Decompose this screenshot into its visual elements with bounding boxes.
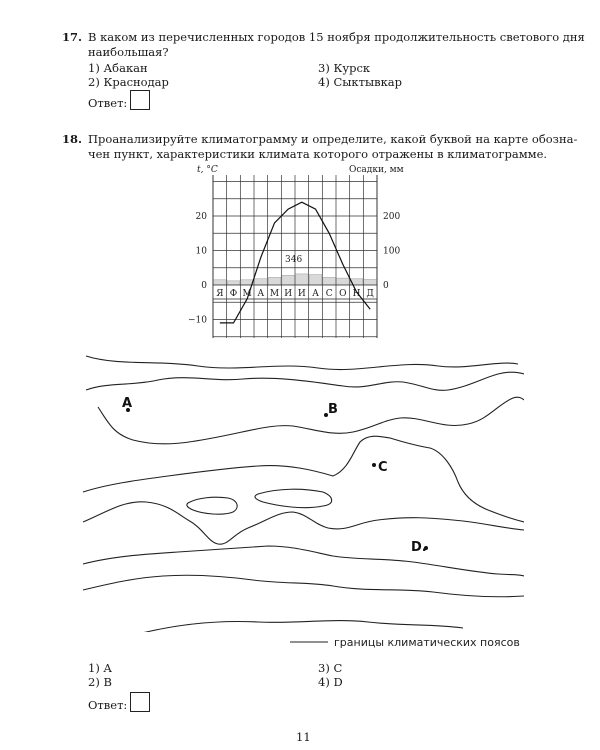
precip-tick-label: 200 bbox=[383, 212, 401, 222]
month-label: М bbox=[269, 289, 280, 299]
climatogram bbox=[185, 160, 425, 340]
q17-text-line2: наибольшая? bbox=[88, 45, 169, 59]
q17-answer-label: Ответ: bbox=[88, 96, 128, 110]
climate-map bbox=[78, 352, 524, 650]
q18-answer-label: Ответ: bbox=[88, 698, 128, 712]
climate-boundary-loop bbox=[187, 497, 237, 514]
q17-number: 17. bbox=[62, 30, 83, 44]
precip-axis-label: Осадки, мм bbox=[349, 165, 404, 175]
legend-label: границы климатических поясов bbox=[334, 636, 520, 649]
q18-option-2: 2) B bbox=[88, 675, 112, 689]
q18-option-3: 3) C bbox=[318, 661, 343, 675]
axis-ticks bbox=[188, 212, 400, 326]
point-c-label: C bbox=[378, 460, 388, 475]
month-labels bbox=[213, 285, 377, 299]
point-d-label: D. bbox=[411, 540, 427, 555]
point-a-label: A bbox=[122, 396, 133, 411]
temp-tick-label: 0 bbox=[201, 281, 207, 291]
page-number: 11 bbox=[296, 730, 311, 744]
climate-boundary-6 bbox=[83, 546, 524, 576]
q18-number: 18. bbox=[62, 132, 83, 146]
precip-bar bbox=[296, 274, 309, 285]
annual-precip-label: 346 bbox=[285, 255, 303, 265]
temp-tick-label: 10 bbox=[195, 246, 207, 257]
q17-option-4: 4) Сыктывкар bbox=[318, 75, 402, 89]
precip-bar bbox=[309, 275, 322, 285]
month-label: С bbox=[325, 289, 333, 299]
precip-bar bbox=[337, 278, 350, 285]
precip-bar bbox=[323, 277, 336, 285]
q18-answer-box[interactable] bbox=[130, 692, 150, 712]
month-label: Я bbox=[216, 289, 224, 299]
point-b-label: B bbox=[328, 402, 338, 417]
climate-boundary-1 bbox=[86, 372, 524, 390]
q17-option-2: 2) Краснодар bbox=[88, 75, 169, 89]
precip-tick-label: 0 bbox=[383, 281, 389, 291]
q17-option-3: 3) Курск bbox=[318, 61, 371, 75]
point-c-marker bbox=[372, 463, 376, 467]
precip-bar bbox=[268, 277, 281, 285]
precip-bar bbox=[364, 279, 377, 285]
climate-boundary-2 bbox=[98, 397, 524, 444]
month-label: Н bbox=[352, 289, 361, 299]
climate-boundary-7 bbox=[83, 575, 524, 597]
map-top-edge bbox=[86, 356, 518, 370]
month-label: М bbox=[242, 289, 252, 299]
q18-text-line1: Проанализируйте климатограмму и определите, какой буквой на карте обозна- bbox=[88, 132, 578, 146]
precip-bar bbox=[214, 280, 227, 285]
month-label: И bbox=[297, 289, 306, 299]
precip-bar bbox=[227, 281, 240, 285]
month-label: Ф bbox=[229, 289, 238, 299]
climate-boundary-8 bbox=[138, 621, 463, 634]
climate-boundary-3 bbox=[83, 436, 524, 522]
q18-text-line2: чен пункт, характеристики климата которого отражены в климатограмме. bbox=[88, 147, 548, 161]
temp-axis-label: t, °C bbox=[197, 165, 218, 175]
precip-bar bbox=[255, 279, 268, 285]
month-label: А bbox=[257, 289, 265, 299]
q17-option-1: 1) Абакан bbox=[88, 61, 148, 75]
precip-bar bbox=[282, 275, 295, 285]
q17-answer-box[interactable] bbox=[130, 90, 150, 110]
month-label: А bbox=[312, 289, 319, 299]
q18-option-1: 1) A bbox=[88, 661, 112, 675]
climate-boundary-5 bbox=[255, 489, 332, 507]
month-label: О bbox=[339, 289, 347, 299]
q17-text-line1: В каком из перечисленных городов 15 ноября продолжительность светового дня bbox=[88, 30, 585, 44]
month-label: Д bbox=[366, 289, 374, 299]
precip-tick-label: 100 bbox=[383, 246, 401, 257]
month-label: И bbox=[284, 289, 293, 299]
q18-option-4: 4) D bbox=[318, 675, 343, 689]
temp-tick-label: 20 bbox=[195, 212, 207, 222]
temp-tick-label: −10 bbox=[188, 315, 207, 326]
